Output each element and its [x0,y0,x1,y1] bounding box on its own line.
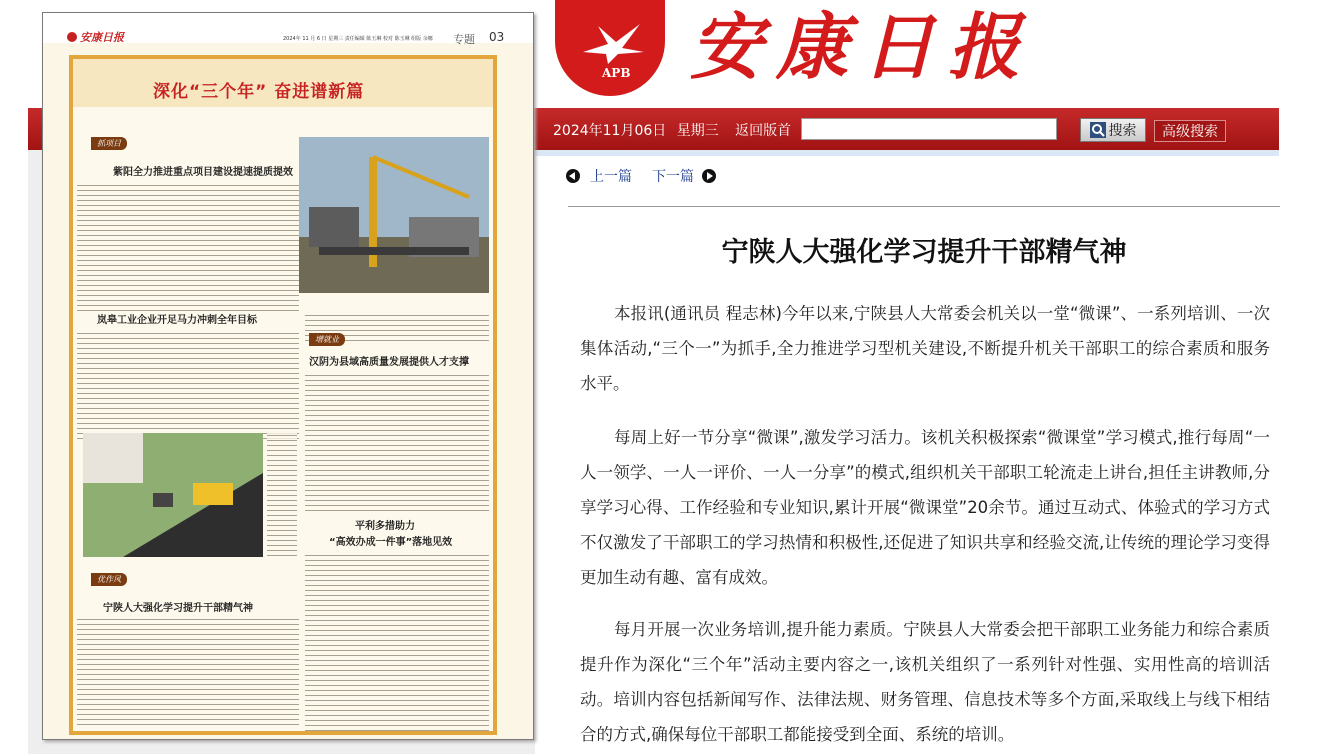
newspaper-page-image[interactable] [42,12,534,740]
divider [568,206,1280,207]
paper-text-block [305,553,489,731]
paper-headline[interactable]: 汉阴为县域高质量发展提供人才支撑 [309,357,469,368]
paper-headline[interactable]: 平利多措助力 [355,521,415,532]
paper-headline[interactable]: 紫阳全力推进重点项目建设提速提质提效 [113,167,293,178]
paper-tag: 增就业 [309,333,345,346]
article-paragraph: 每月开展一次业务培训,提升能力素质。宁陕县人大常委会把干部职工业务能力和综合素质提升作为深化“三个年”活动主要内容之一,该机关组织了一系列针对性强、实用性高的培训活动。培训内容包括新闻写作、法律法规、财务管理、信息技术等多个方面,采取线上与线下相结合的方式,确保每位干部职工都能接受到全面、系统的培训。 [580,620,1270,744]
paper-headline[interactable]: “高效办成一件事”落地见效 [329,537,453,548]
paper-tag: 抓项目 [91,137,127,150]
paper-logo-dot-icon [67,32,77,42]
paper-text-block [267,433,297,557]
prev-article-link[interactable]: 上一篇 [590,169,632,185]
bird-logo-icon [578,22,648,66]
paper-headline[interactable]: 岚皋工业企业开足马力冲刺全年目标 [97,315,257,326]
next-article-link[interactable]: 下一篇 [652,169,694,185]
paper-headline[interactable]: 宁陕人大强化学习提升干部精气神 [103,603,253,614]
construction-photo [299,137,489,293]
search-button-label: 搜索 [1108,123,1137,139]
paper-tag: 优作风 [91,573,127,586]
paper-text-block [77,183,299,311]
arrow-left-circle-icon[interactable] [566,169,580,183]
logo-mark: APB [602,66,631,80]
paper-banner-title: 深化“三个年” 奋进谱新篇 [153,82,365,102]
toolbar-date [553,120,791,140]
article-paragraph: 本报讯(通讯员 程志林)今年以来,宁陕县人大常委会机关以一堂“微课”、一系列培训、一次集体活动,“三个一”为抓手,全力推进学习型机关建设,不断提升机关干部职工的综合素质和服务水平。 [580,304,1270,393]
road-paving-photo [83,433,263,557]
search-input[interactable] [801,118,1057,140]
article-top-strip [535,150,1279,156]
date-text: 2024年11月06日 [553,123,667,139]
masthead-title: 安康日报 [690,4,1035,89]
back-to-front-page-link[interactable]: 返回版首 [735,123,792,139]
paper-section: 专题 [453,33,475,46]
weekday-text: 星期三 [676,123,719,139]
advanced-search-button[interactable]: 高级搜索 [1154,120,1226,142]
paper-text-block [77,331,299,439]
article-title: 宁陕人大强化学习提升干部精气神 [721,237,1127,268]
paper-meta: 2024年 11 月 6 日 星期三 责任编辑 陈玉琳 校对 陈玉琳 组版 余娜 [283,36,433,42]
magnifier-icon [1090,122,1106,138]
paper-logo: 安康日报 [67,29,124,45]
paper-text-block [305,373,489,513]
article-nav [566,166,716,186]
search-button[interactable] [1080,118,1146,142]
photo-caption [305,299,489,304]
paper-text-block [77,617,299,729]
paper-page-number: 03 [489,30,505,44]
arrow-right-circle-icon[interactable] [702,169,716,183]
article-paragraph: 每周上好一节分享“微课”,激发学习活力。该机关积极探索“微课堂”学习模式,推行每周“一人一领学、一人一评价、一人一分享”的模式,组织机关干部职工轮流走上讲台,担任主讲教师,分享学习心得、工作经验和专业知识,累计开展“微课堂”20余节。通过互动式、体验式的学习方式不仅激发了干部职工的学习热情和积极性,还促进了知识共享和经验交流,让传统的理论学习变得更加生动有趣、富有成效。 [580,428,1270,587]
